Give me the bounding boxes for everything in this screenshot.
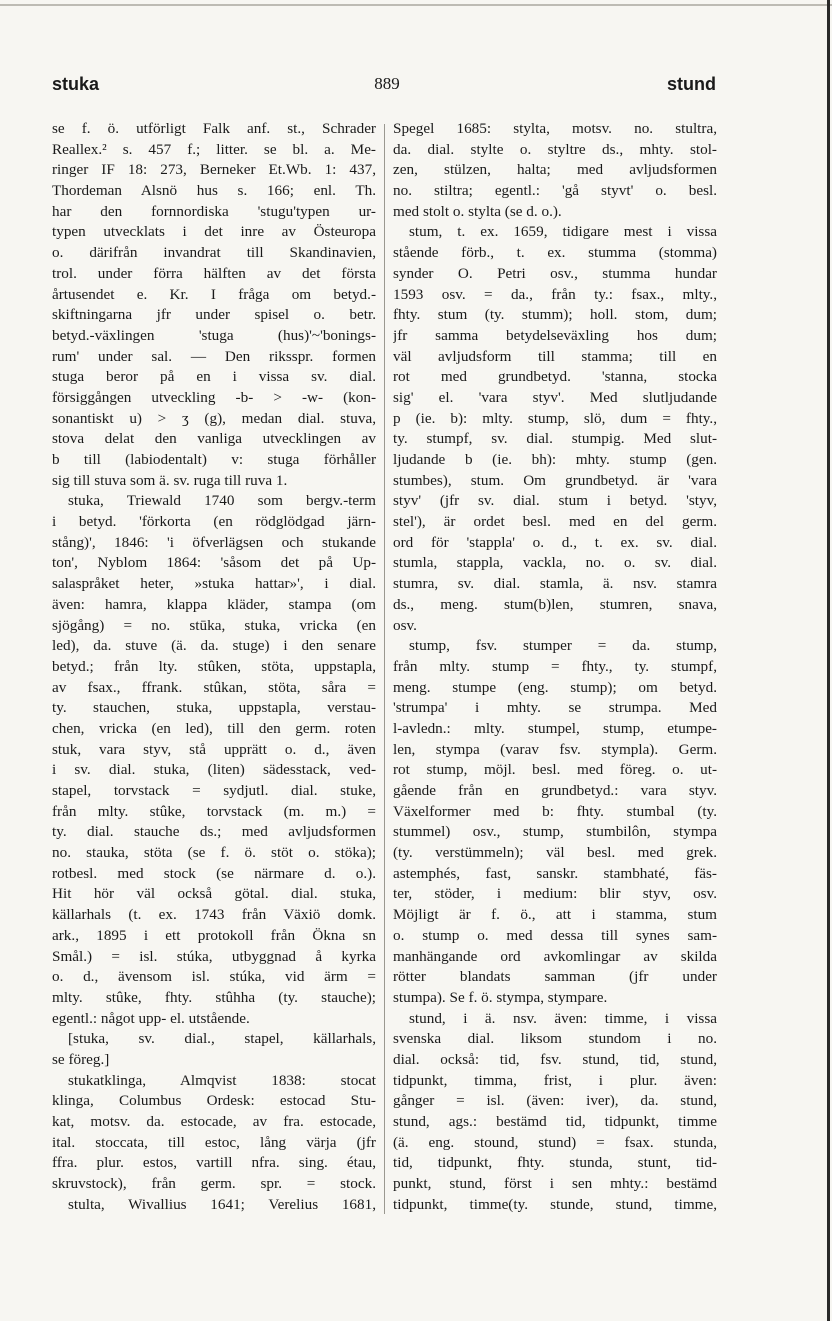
text-line: stuka, Triewald 1740 som bergv.-term	[68, 492, 376, 510]
text-line: len, stympa (varav fsv. stympla). Germ.	[393, 740, 717, 758]
text-line: stuk, vara styv, stå upprätt o. d., även	[52, 740, 376, 758]
text-line: försiggången utveckling -b- > -w- (kon-	[52, 388, 376, 406]
text-line: meng. stumpe (eng. stump); om betyd.	[393, 678, 717, 696]
text-line: b till (labiodentalt) v: stuga förhåller	[52, 451, 376, 468]
text-line: zen, stülzen, halta; med avljudsformen	[393, 161, 717, 179]
text-line: stum, t. ex. 1659, tidigare mest i vissa	[409, 223, 717, 241]
text-line: Växelformer med b: fhty. stumbal (ty.	[393, 802, 717, 820]
text-line: ringer IF 18: 273, Berneker Et.Wb. 1: 437,	[52, 161, 376, 179]
text-line: från mlty. stump = fhty., ty. stumpf,	[393, 657, 717, 675]
text-line: har den fornnordiska 'stugu'typen ur-	[52, 202, 376, 220]
text-line: synder O. Petri osv., stumma hundar	[393, 264, 717, 282]
text-line: årtusendet e. Kr. I fråga om betyd.-	[52, 285, 376, 303]
text-line: skruvstock), från germ. spr. = stock.	[52, 1175, 376, 1193]
text-line: även: hamra, klappa kläder, stampa (om	[52, 595, 376, 613]
text-line: ital. stoccata, till estoc, lång värja (jfr	[52, 1133, 376, 1151]
text-line: o. d., ävensom isl. stúka, vid ärm =	[52, 968, 376, 986]
text-line: ter, stöder, i medium: blir styv, osv.	[393, 885, 717, 903]
text-line: egentl.: något upp- el. utstående.	[52, 1009, 250, 1027]
text-line: sonantiskt u) > ʒ (g), medan dial. stuva,	[52, 409, 376, 427]
text-line: rot med grundbetyd. 'stanna, stocka	[393, 368, 717, 386]
text-line: (ty. verstümmeln); väl besl. med grek.	[393, 844, 717, 862]
text-line: sig till stuva som ä. sv. ruga till ruva 1.	[52, 471, 288, 489]
text-line: typen utvecklats i det inre av Östeuropa	[52, 223, 376, 241]
top-edge-line	[0, 4, 832, 6]
text-line: Spegel 1685: stylta, motsv. no. stultra,	[393, 120, 717, 137]
text-line: manhängande ord avkomlingar av skilda	[393, 947, 717, 965]
text-line: ton', Nyblom 1864: 'såsom det på Up-	[52, 554, 376, 572]
text-line: ark., 1895 i ett protokoll från Ökna sn	[52, 926, 376, 944]
text-line: betyd.-växlingen 'stuga (hus)'~'bonings-	[52, 326, 376, 344]
text-line: (ä. eng. stound, stund) = fsax. stunda,	[393, 1133, 717, 1151]
text-line: tid, tidpunkt, fhty. stunda, stunt, tid-	[393, 1154, 717, 1172]
text-line: i betyd. 'förkorta (en rödglödgad järn-	[52, 513, 376, 531]
text-line: da. dial. stylte o. styltre ds., mhty. stol-	[393, 140, 717, 158]
text-line: stund, i ä. nsv. även: timme, i vissa	[409, 1009, 717, 1027]
text-line: Möjligt är f. ö., att i stamma, stum	[393, 906, 717, 924]
text-line: stuga beror på en i vissa sv. dial.	[52, 368, 376, 386]
text-line: p (ie. b): mlty. stump, slö, dum = fhty.,	[393, 409, 717, 427]
text-line: Reallex.² s. 457 f.; litter. se bl. a. Me-	[52, 140, 376, 158]
text-line: fhty. stum (ty. stumm); holl. stom, dum;	[393, 306, 717, 324]
text-line: Hit hör väl också götal. dial. stuka,	[52, 885, 376, 903]
text-line: tidpunkt, timma, frist, i plur. även:	[393, 1071, 717, 1089]
text-line: stund, ags.: bestämd tid, tidpunkt, timme	[393, 1113, 717, 1130]
text-line: i sv. dial. stuka, (liten) sädesstack, ved-	[52, 761, 376, 779]
text-line: rotbesl. med stock (se närmare d. o.).	[52, 864, 376, 882]
text-line: astemphés, fast, sanskr. stambhaté, fäs-	[393, 864, 717, 882]
text-line: kat, motsv. da. estocade, av fra. estocade,	[52, 1113, 376, 1130]
text-line: rot stump, möjl. besl. med föreg. o. ut-	[393, 761, 717, 779]
page-header	[52, 74, 716, 102]
text-line: från mlty. stûke, torvstack (m. m.) =	[52, 802, 376, 820]
text-line: Smål.) = isl. stúka, utbyggnad å kyrka	[52, 947, 376, 965]
text-line: no. stiltra; egentl.: 'gå styvt' o. besl.	[393, 182, 717, 200]
text-line: trol. under förra hälften av det första	[52, 264, 376, 282]
page-number: 889	[374, 74, 400, 93]
text-line: tidpunkt, timme(ty. stunde, stund, timme,	[393, 1195, 717, 1213]
text-line: ds., meng. stum(b)len, stumren, snava,	[393, 595, 717, 613]
text-line: ffra. plur. estos, vartill nfra. sing. étau,	[52, 1154, 376, 1172]
text-line: betyd.; från lty. stûken, stöta, uppstapla,	[52, 657, 376, 675]
text-line: punkt, stund, först i sen mhty.: bestämd	[393, 1175, 717, 1193]
text-line: stumra, sv. dial. stamla, ä. nsv. stamra	[393, 575, 717, 593]
text-line: källarhals (t. ex. 1743 från Växiö domk.	[52, 906, 376, 924]
text-line: ord för 'stappla' o. d., t. ex. sv. dial.	[393, 533, 717, 551]
text-line: stova delat den vanliga utvecklingen av	[52, 430, 376, 448]
text-line: stumbes), stum. Om grundbetyd. är 'vara	[393, 471, 717, 489]
text-line: stång)', 1846: 'i öfverlägsen och stukande	[52, 533, 376, 551]
left-column	[52, 119, 376, 1215]
text-line: ty. stumpf, sv. dial. stumpig. Med slut-	[393, 430, 717, 448]
text-line: [stuka, sv. dial., stapel, källarhals,	[68, 1030, 376, 1048]
text-line: 1593 osv. = da., från ty.: fsax., mlty.,	[393, 285, 717, 303]
text-line: se föreg.]	[52, 1050, 110, 1068]
text-line: l-avledn.: mlty. stumpel, stump, etumpe-	[393, 719, 717, 737]
text-line: mlty. stûke, fhty. stûhha (ty. stauche);	[52, 988, 376, 1006]
text-line: salaspråket heter, »stuka hattar»', i dial.	[52, 575, 376, 593]
text-line: stumla, stappla, vackla, no. o. sv. dial.	[393, 554, 717, 572]
text-line: stump, fsv. stumper = da. stump,	[409, 637, 717, 655]
text-line: rum' under sal. — Den riksspr. formen	[52, 347, 376, 365]
text-line: svenska dial. liksom stundom i no.	[393, 1030, 717, 1048]
text-line: stumpa). Se f. ö. stympa, stympare.	[393, 988, 608, 1006]
text-line: rötter blandats samman (jfr under	[393, 968, 717, 986]
text-line: no. stauka, stöta (se f. ö. stöt o. stöka);	[52, 844, 376, 862]
text-line: o. stump o. med dessa till synes sam-	[393, 926, 717, 944]
text-line: sig' el. 'vara styv'. Med slutljudande	[393, 388, 717, 406]
text-line: stapel, torvstack = sydjutl. dial. stuke,	[52, 782, 376, 799]
text-line: väl avljudsform till stamma; till en	[393, 347, 717, 365]
text-line: se f. ö. utförligt Falk anf. st., Schrader	[52, 120, 376, 137]
text-line: skiftningarna jfr under spisel o. betr.	[52, 306, 376, 324]
text-line: ty. stauchen, stuka, uppstapla, verstau-	[52, 699, 376, 717]
text-line: gånger = isl. (även: iver), da. stund,	[393, 1092, 717, 1110]
text-line: stel'), är ordet besl. med en del germ.	[393, 513, 717, 531]
header-right-guideword: stund	[667, 74, 716, 94]
text-line: ljudande b (ie. bh): mhty. stump (gen.	[393, 451, 717, 468]
text-line: ty. dial. stauche ds.; med avljudsformen	[52, 823, 376, 841]
text-line: styv' (jfr sv. dial. stum i betyd. 'styv,	[393, 492, 717, 510]
text-line: stukatklinga, Almqvist 1838: stocat	[68, 1071, 376, 1089]
text-line: 'strumpa' i mhty. se strumpa. Med	[393, 699, 717, 717]
text-line: dial. också: tid, fsv. stund, tid, stund,	[393, 1050, 717, 1068]
text-line: osv.	[393, 616, 417, 634]
column-divider	[384, 124, 385, 1214]
text-line: chen, vricka (en led), till den germ. roten	[52, 719, 376, 737]
text-line: jfr samma betydelseväxling hos dum;	[393, 326, 717, 344]
text-line: klinga, Columbus Ordesk: estocad Stu-	[52, 1092, 376, 1110]
text-line: sjögång) = no. stūka, stuka, vricka (en	[52, 616, 376, 634]
header-left-guideword: stuka	[52, 74, 100, 94]
text-line: av fsax., ffrank. stûkan, stöta, såra =	[52, 678, 376, 696]
text-line: stulta, Wivallius 1641; Verelius 1681,	[68, 1195, 376, 1213]
text-line: led), da. stuve (ä. da. stuge) i den senare	[52, 637, 376, 655]
right-edge-line	[827, 0, 830, 1321]
text-line: o. därifrån invandrat till Skandinavien,	[52, 244, 376, 262]
text-line: stummel) osv., stump, stumbilôn, stympa	[393, 823, 717, 841]
text-line: Thordeman Alsnö hus s. 166; enl. Th.	[52, 182, 376, 200]
text-line: stående förb., t. ex. stumma (stomma)	[393, 244, 717, 262]
right-column	[393, 119, 717, 1215]
text-line: gående från en grundbetyd.: vara styv.	[393, 782, 717, 799]
text-line: med stolt o. stylta (se d. o.).	[393, 202, 562, 220]
